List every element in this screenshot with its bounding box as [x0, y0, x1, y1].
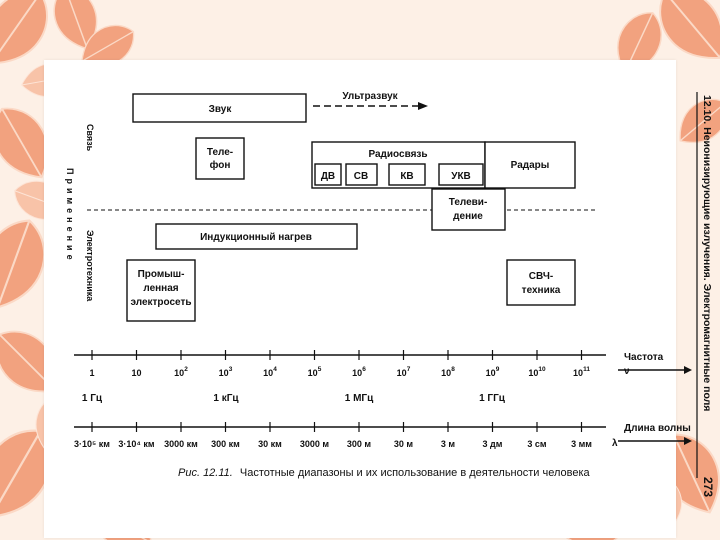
microwave-label-2: техника — [521, 285, 561, 296]
grid-label-2: ленная — [143, 283, 179, 294]
frequency-symbol: ν — [624, 366, 630, 377]
wavelength-arrowhead — [684, 437, 692, 445]
wavelength-ticks — [74, 422, 592, 449]
frequency-tick-label: $10^8$ — [441, 366, 455, 378]
ultrasound-label: Ультразвук — [342, 91, 398, 102]
tv-box — [432, 189, 505, 230]
frequency-tick-label: $10^{11}$ — [573, 366, 590, 378]
frequency-tick-label: $10^3$ — [218, 366, 233, 378]
unit-hz: 1 Гц — [81, 393, 103, 404]
tv-label-2: дение — [453, 211, 483, 222]
wavelength-tick-label: 30 км — [258, 439, 282, 449]
tv-label-1: Телеви- — [448, 197, 488, 208]
radio-label: Радиосвязь — [368, 149, 428, 160]
wavelength-tick-label: 3 м — [440, 439, 456, 449]
radar-label: Радары — [510, 160, 550, 171]
frequency-tick-label: $10^7$ — [396, 366, 411, 378]
page-number: 273 — [701, 477, 715, 498]
frequency-tick-label: 1 — [89, 368, 95, 378]
wavelength-title: Длина волны — [624, 423, 691, 434]
frequency-arrowhead — [684, 366, 692, 374]
unit-ghz: 1 ГГц — [479, 393, 505, 404]
wavelength-tick-label: 3 дм — [482, 439, 503, 449]
wavelength-tick-label: 300 м — [346, 439, 372, 449]
communication-label: Связь — [85, 124, 95, 152]
wavelength-tick-label: 3000 км — [164, 439, 198, 449]
telephone-label-2: фон — [209, 160, 231, 171]
telephone-box — [196, 138, 244, 179]
wavelength-tick-label: 30 м — [393, 439, 414, 449]
frequency-tick-label: $10^5$ — [307, 366, 322, 378]
grid-label-1: Промыш- — [137, 269, 185, 280]
frequency-title: Частота — [624, 352, 664, 363]
frequency-tick-label: 10 — [131, 368, 142, 378]
wavelength-tick-label: 3 мм — [571, 439, 592, 449]
caption-number: Рис. 12.11. — [178, 467, 233, 479]
grid-label-3: электросеть — [130, 297, 192, 308]
lw-label: ДВ — [320, 171, 336, 182]
wavelength-tick-label: 3·10⁵ км — [74, 439, 110, 449]
wavelength-symbol: λ — [612, 438, 618, 449]
caption-text: Частотные диапазоны и их использование в деятельности человека — [239, 467, 590, 479]
frequency-tick-label: $10^9$ — [485, 366, 500, 378]
ultrasound-arrowhead — [418, 102, 428, 110]
wavelength-tick-label: 300 км — [211, 439, 240, 449]
wavelength-tick-label: 3 см — [527, 439, 547, 449]
figure-caption — [178, 467, 591, 479]
induction-label: Индукционный нагрев — [200, 232, 312, 243]
telephone-label-1: Теле- — [206, 147, 234, 158]
frequency-tick-label: $10^{10}$ — [528, 366, 546, 378]
frequency-tick-label: $10^2$ — [174, 366, 188, 378]
unit-mhz: 1 МГц — [344, 393, 374, 404]
wavelength-tick-label: 3000 м — [299, 439, 330, 449]
electrotech-label: Электротехника — [85, 230, 95, 302]
frequency-ticks — [89, 350, 590, 378]
wavelength-tick-label: 3·10⁴ км — [118, 439, 155, 449]
running-title: 12.10. Неионизирующие излучения. Электромагнитные поля — [701, 95, 713, 412]
application-heading: Применение — [65, 168, 75, 264]
mw-label: СВ — [353, 171, 369, 182]
unit-khz: 1 кГц — [213, 393, 239, 404]
sound-label: Звук — [208, 104, 232, 115]
sw-label: КВ — [400, 171, 414, 182]
vhf-label: УКВ — [451, 171, 471, 182]
frequency-tick-label: $10^6$ — [352, 366, 366, 378]
microwave-label-1: СВЧ- — [528, 271, 554, 282]
frequency-tick-label: $10^4$ — [263, 366, 277, 378]
microwave-box — [507, 260, 575, 305]
